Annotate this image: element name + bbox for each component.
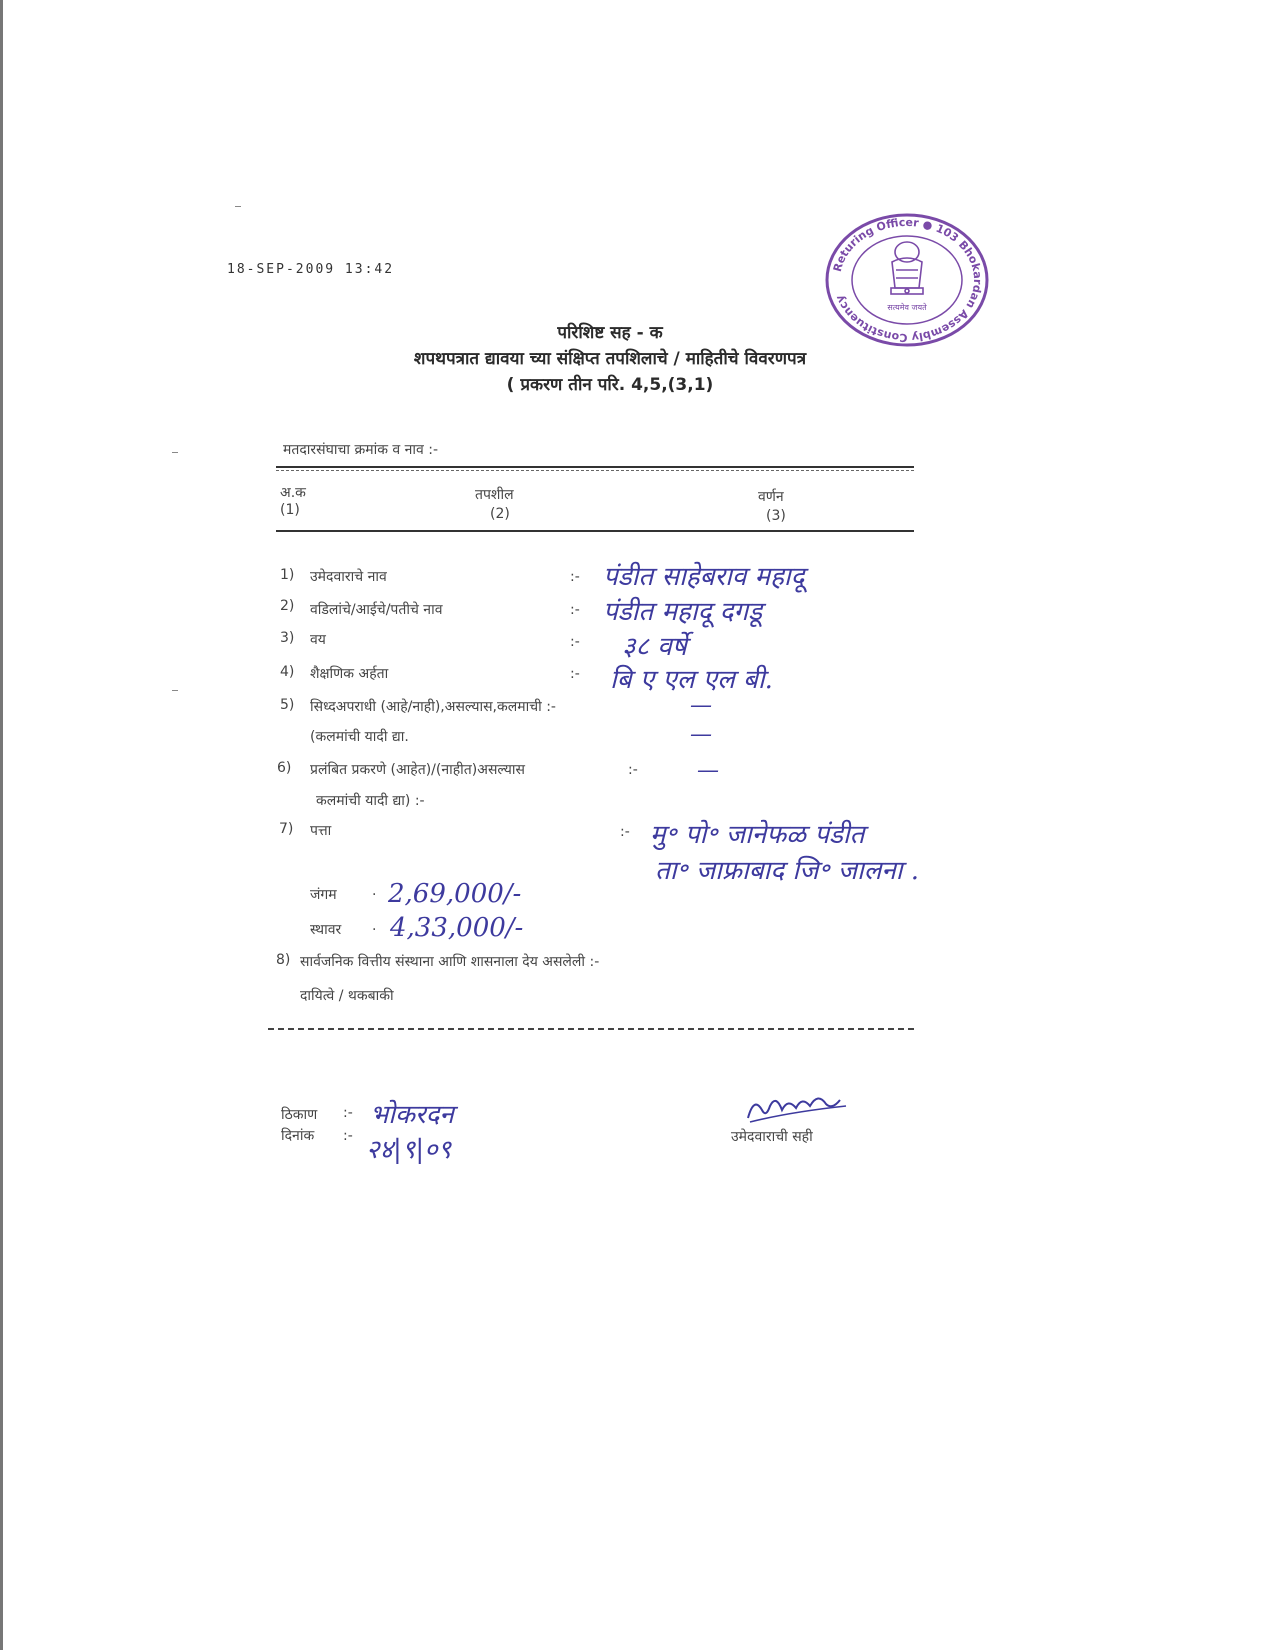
address-line-2: ता॰ जाफ्राबाद जि॰ जालना . <box>655 856 920 886</box>
address-line-1: मु॰ पो॰ जानेफळ पंडीत <box>650 820 865 850</box>
signature-label: उमेदवाराची सही <box>731 1129 813 1145</box>
divider-top <box>276 466 914 468</box>
place-separator: :- <box>343 1105 353 1121</box>
page-title: शपथपत्रात द्यावया च्या संक्षिप्त तपशिलाचे / माहितीचे विवरणपत्र <box>413 349 807 369</box>
returning-officer-seal <box>822 210 992 350</box>
row-label-parent-name: वडिलांचे/आईचे/पतीचे नाव <box>310 602 443 618</box>
row-separator: :- <box>620 824 630 840</box>
row-separator: :- <box>570 634 580 650</box>
row-separator: :- <box>570 666 580 682</box>
seal-motto: सत्यमेव जयते <box>887 303 927 312</box>
divider-bottom <box>268 1028 914 1030</box>
date-separator: :- <box>343 1128 353 1144</box>
row-number: 6) <box>277 760 292 776</box>
seal-icon <box>822 210 992 350</box>
candidate-signature <box>740 1088 860 1128</box>
scan-speck <box>235 206 241 207</box>
scan-speck <box>172 452 178 453</box>
row-label-age: वय <box>310 632 326 648</box>
place-label: ठिकाण <box>281 1107 318 1123</box>
row-separator: :- <box>628 762 638 778</box>
candidate-name-value: पंडीत साहेबराव महादू <box>603 562 805 592</box>
scan-edge <box>0 0 3 1650</box>
row-label-convicted: सिध्दअपराधी (आहे/नाही),असल्यास,कलमाची :- <box>310 699 556 715</box>
movable-assets-value: 2,69,000/- <box>388 879 522 909</box>
column-header-details-num: (2) <box>490 506 510 522</box>
signature-mark-icon <box>740 1088 860 1128</box>
parent-name-value: पंडीत महादू दगडू <box>603 597 763 627</box>
svg-text:Returing Officer ● 103 Bhokard: Returing Officer ● 103 Bhokardan Assembly Constituency <box>830 215 985 345</box>
row-label-pending-cases: प्रलंबित प्रकरणे (आहेत)/(नाहीत)असल्यास <box>310 762 526 778</box>
immovable-assets-label: स्थावर <box>310 922 342 938</box>
divider-top-shadow <box>276 470 914 471</box>
education-value: बि ए एल एल बी. <box>610 665 773 695</box>
row-number: 8) <box>276 952 291 968</box>
column-header-description: वर्णन <box>758 489 784 505</box>
liabilities-label: सार्वजनिक वित्तीय संस्थाना आणि शासनाला देय असलेली :- <box>300 954 600 970</box>
age-value: ३८ वर्षे <box>622 632 687 662</box>
fax-timestamp: 18-SEP-2009 13:42 <box>227 262 395 277</box>
row-number: 7) <box>279 821 294 837</box>
movable-assets-label: जंगम <box>310 887 337 903</box>
convicted-value: — <box>690 693 712 718</box>
column-header-description-num: (3) <box>766 508 786 524</box>
column-header-details: तपशील <box>475 487 514 503</box>
row-label-candidate-name: उमेदवाराचे नाव <box>310 569 387 585</box>
place-value: भोकरदन <box>370 1100 454 1130</box>
immovable-assets-value: 4,33,000/- <box>390 913 524 943</box>
row-label-pending-cases-list: कलमांची यादी द्या) :- <box>316 793 425 809</box>
appendix-heading: परिशिष्ट सह - क <box>557 323 663 343</box>
row-number: 3) <box>280 630 295 646</box>
row-separator: :- <box>570 602 580 618</box>
constituency-label: मतदारसंघाचा क्रमांक व नाव :- <box>283 442 439 458</box>
row-label-convicted-list: (कलमांची यादी द्या. <box>310 729 409 745</box>
date-label: दिनांक <box>281 1128 315 1144</box>
convicted-list-value: — <box>690 722 712 747</box>
scan-speck <box>172 690 178 691</box>
page-subtitle: ( प्रकरण तीन परि. 4,5,(3,1) <box>506 375 714 395</box>
column-header-serial: अ.क <box>280 485 306 501</box>
date-value: २४|९|०९ <box>366 1135 452 1165</box>
row-label-education: शैक्षणिक अर्हता <box>310 666 389 682</box>
row-number: 2) <box>280 598 295 614</box>
row-label-address: पत्ता <box>310 823 332 839</box>
pending-cases-value: — <box>697 758 719 783</box>
column-header-serial-num: (1) <box>280 502 300 518</box>
row-number: 4) <box>280 664 295 680</box>
assets-separator: · <box>372 887 377 903</box>
liabilities-label-2: दायित्वे / थकबाकी <box>300 988 394 1004</box>
assets-separator: · <box>372 922 377 938</box>
divider-header <box>276 530 914 532</box>
row-separator: :- <box>570 569 580 585</box>
row-number: 1) <box>280 567 295 583</box>
row-number: 5) <box>280 697 295 713</box>
